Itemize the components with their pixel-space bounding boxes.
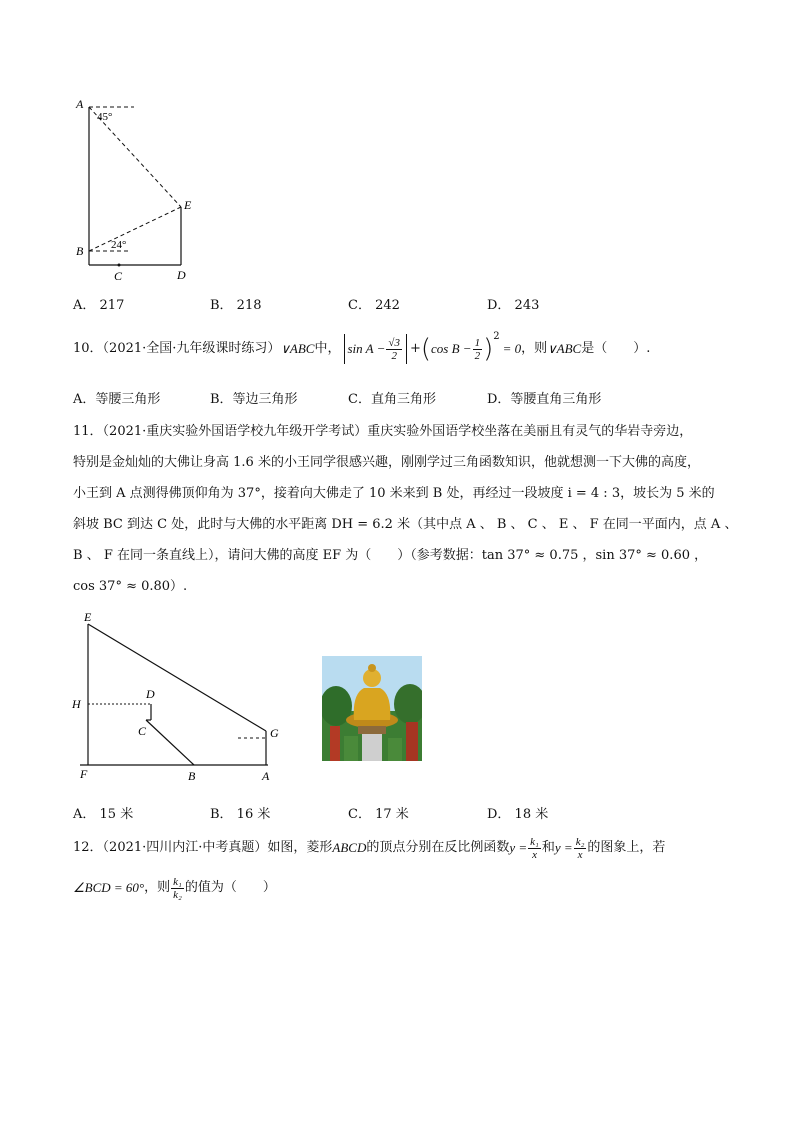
q12-angle: ∠BCD = 60° xyxy=(73,880,145,895)
q10-suffix-a: ，则 xyxy=(521,341,548,356)
label-A: A xyxy=(76,97,84,111)
label-C2: C xyxy=(138,724,147,738)
q12-frac-k1: $\frac{\text{k₁}}{x}$ xyxy=(530,835,539,861)
q11-line-2: 特别是金灿灿的大佛让身高 1.6 米的小王同学很感兴趣，刚刚学过三角函数知识，他就想测一下大佛的高度， xyxy=(73,455,700,470)
q10-frac-half: $\frac{1}{2}$ xyxy=(474,336,481,362)
q10-option-b[interactable]: B．等边三角形 xyxy=(210,392,298,407)
label-C: C xyxy=(114,269,123,283)
q12-y2: y = xyxy=(554,840,573,855)
q10-option-a[interactable]: A．等腰三角形 xyxy=(73,392,161,407)
angle-45-label: 45° xyxy=(97,111,113,123)
label-E: E xyxy=(184,198,192,212)
question-12-line-1 xyxy=(73,830,665,866)
q9-option-c[interactable]: C． 242 xyxy=(348,298,400,313)
q10-triangle: ∨ABC xyxy=(280,341,315,356)
abs-bar-right xyxy=(406,334,407,364)
question-12-line-2 xyxy=(73,870,276,906)
label-F: F xyxy=(80,767,88,781)
q10-suffix-triangle: ∨ABC xyxy=(547,341,582,356)
q9-option-b[interactable]: B． 218 xyxy=(210,298,262,313)
label-D2: D xyxy=(146,687,155,701)
q11-line-6: cos 37° ≈ 0.80）. xyxy=(73,579,188,594)
q10-option-c[interactable]: C．直角三角形 xyxy=(348,392,436,407)
q11-line-3: 小王到 A 点测得佛顶仰角为 37°，接着向大佛走了 10 米来到 B 处，再经过一段坡度 i = 4 : 3，坡长为 5 米的 xyxy=(73,486,715,501)
q12-end: 的值为（ ） xyxy=(184,880,276,895)
label-G: G xyxy=(270,726,279,740)
angle-24-label: 24° xyxy=(111,239,127,251)
paren-close: ) xyxy=(483,334,494,364)
q9-option-d[interactable]: D． 243 xyxy=(487,298,540,313)
label-B2: B xyxy=(188,769,196,783)
question-10 xyxy=(73,331,650,367)
label-E2: E xyxy=(84,610,92,624)
q11-line-4: 斜坡 BC 到达 C 处，此时与大佛的水平距离 DH = 6.2 米（其中点 A 、 B 、 C 、 E 、 F 在同一平面内，点 A 、 xyxy=(73,517,738,532)
q10-equals: = 0 xyxy=(502,341,522,356)
q12-and: 和 xyxy=(541,840,555,855)
figure-q11 xyxy=(66,610,296,790)
q11-option-b[interactable]: B． 16 米 xyxy=(210,807,271,822)
q12-y1: y = xyxy=(509,840,528,855)
buddha-photo xyxy=(322,656,422,761)
q10-suffix-b: 是（ ）. xyxy=(581,341,651,356)
paren-open: ( xyxy=(420,334,432,364)
q11-option-a[interactable]: A． 15 米 xyxy=(73,807,134,822)
q11-line-5: B 、 F 在同一条直线上），请问大佛的高度 EF 为（ ）（参考数据：tan 37° ≈ 0.75 ，sin 37° ≈ 0.60 ， xyxy=(73,548,708,563)
q10-cos: cos B − xyxy=(431,341,472,356)
q12-prefix: 12．（2021·四川内江·中考真题）如图，菱形 xyxy=(73,840,333,855)
q11-option-d[interactable]: D． 18 米 xyxy=(487,807,549,822)
label-A2: A xyxy=(262,769,270,783)
q12-mid3: ，则 xyxy=(144,880,171,895)
q12-frac-k2: $\frac{\text{k₂}}{x}$ xyxy=(575,835,585,861)
label-D: D xyxy=(177,268,186,282)
q11-line-1: 11．（2021·重庆实验外国语学校九年级开学考试）重庆实验外国语学校坐落在美丽且有灵气的华岩寺旁边， xyxy=(73,424,693,439)
q10-frac-sqrt3: $\frac{√3}{2}$ xyxy=(388,336,400,362)
q10-mid: 中， xyxy=(314,341,341,356)
q11-option-c[interactable]: C． 17 米 xyxy=(348,807,409,822)
q10-option-d[interactable]: D．等腰直角三角形 xyxy=(487,392,602,407)
q12-mid2: 的图象上，若 xyxy=(587,840,666,855)
q12-mid1: 的顶点分别在反比例函数 xyxy=(366,840,510,855)
q10-sin: sin A − xyxy=(347,341,386,356)
q12-abcd: ABCD xyxy=(332,840,367,855)
q10-plus: + xyxy=(409,341,421,356)
abs-bar-left xyxy=(344,334,345,364)
q10-prefix: 10．（2021·全国·九年级课时练习） xyxy=(73,341,281,356)
label-H: H xyxy=(72,697,81,711)
figure-q9 xyxy=(70,95,210,285)
label-B: B xyxy=(76,244,84,258)
q10-square: 2 xyxy=(493,331,500,342)
q9-option-a[interactable]: A． 217 xyxy=(73,298,125,313)
q12-frac-ratio: $\frac{\text{k₁}}{\text{k₂}}$ xyxy=(173,875,182,901)
